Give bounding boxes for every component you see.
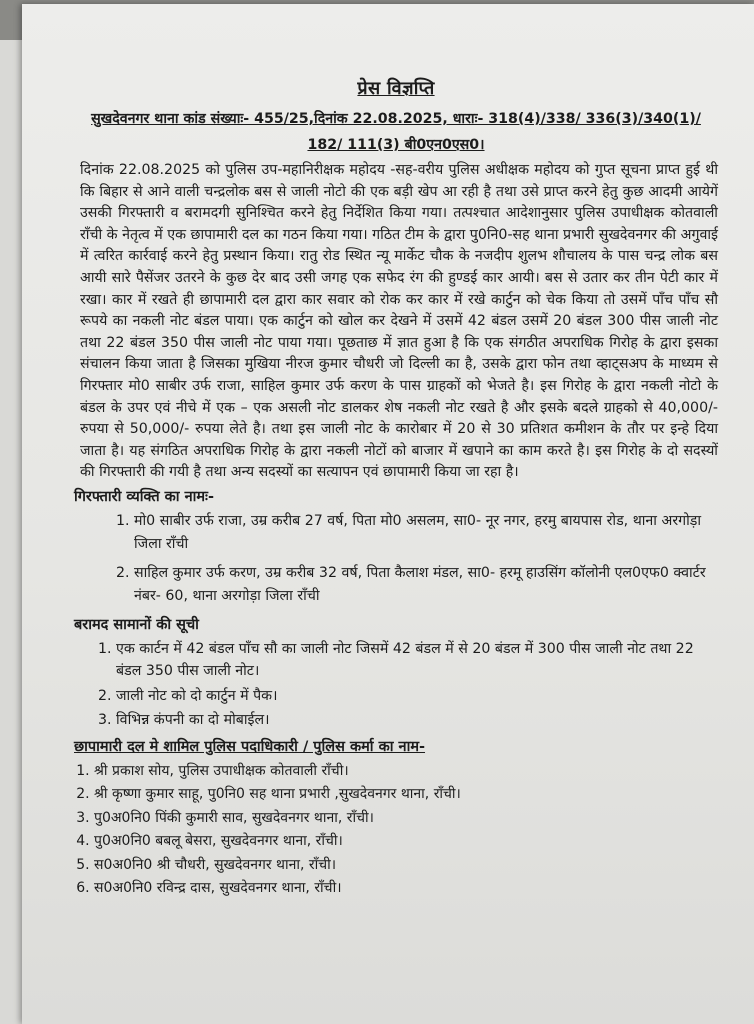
press-release-page <box>22 4 754 1024</box>
document-title: प्रेस विज्ञप्ति <box>357 78 435 99</box>
team-heading: छापामारी दल मे शामिल पुलिस पदाधिकारी / पुलिस कर्मा का नाम- <box>74 738 426 755</box>
team-member: 3. पु0अ0नि0 पिंकी कुमारी साव, सुखदेवनगर थाना, राँची। <box>94 807 718 830</box>
arrested-heading: गिरफ्तारी व्यक्ति का नामः- <box>74 488 214 505</box>
seized-items-list <box>74 638 718 732</box>
team-member: 5. स0अ0नि0 श्री चौधरी, सुखदेवनगर थाना, राँची। <box>94 854 718 877</box>
arrested-person: 1. मो0 साबीर उर्फ राजा, उम्र करीब 27 वर्ष, पिता मो0 असलम, सा0- नूर नगर, हरमु बायपास रोड, थाना अरगोड़ा जिला राँची <box>134 510 718 556</box>
seized-item: 2. जाली नोट को दो कार्टुन में पैक। <box>116 685 718 708</box>
seized-item: 3. विभिन्न कंपनी का दो मोबाईल। <box>116 709 718 732</box>
arrested-list <box>74 510 718 608</box>
team-member: 4. पु0अ0नि0 बबलू बेसरा, सुखदेवनगर थाना, राँची। <box>94 830 718 853</box>
team-member: 6. स0अ0नि0 रविन्द्र दास, सुखदेवनगर थाना, राँची। <box>94 877 718 900</box>
release-body: दिनांक 22.08.2025 को पुलिस उप-महानिरीक्षक महोदय -सह-वरीय पुलिस अधीक्षक महोदय को गुप्त सूचना प्राप्त हुई थी कि बिहार से आने वाली चन्द्रलोक बस से जाली नोटो की एक बड़ी खेप आ रही है तथा उसे प्राप्त करने हेतु कुछ आदमी आयेगें उसकी गिरफ्तारी व बरामदगी सुनिश्चित करने हेतु निर्देशित किया गया। तत्पश्चात आदेशानुसार पुलिस उपाधीक्षक कोतवाली राँची के नेतृत्व में एक छापामारी दल का गठन किया गया। गठित टीम के द्वारा पु0नि0-सह थाना प्रभारी सुखदेवनगर की अगुवाई में त्वरित कार्रवाई करने हेतु प्रस्थान किया। रातु रोड स्थित न्यू मार्केट चौक के नजदीप शुलभ शौचालय के पास चन्द्र लोक बस आयी सारे पैसेंजर उतरने के कुछ देर बाद उसी जगह एक सफेद रंग की हुण्डई कार आयी। बस से उतार कर तीन पेटी कार में रखा। कार में रखते ही छापामारी दल द्वारा कार सवार को रोक कर कार में रखे कार्टुन को चेक किया तो उसमें पाँच पाँच सौ रूपये का नकली नोट बंडल पाया। एक कार्टुन को खोल कर देखने में उसमें 42 बंडल उसमें 20 बंडल 300 पीस जाली नोट तथा 22 बंडल 350 पीस जाली नोट पाया गया। पूछताछ में ज्ञात हुआ है कि एक संगठीत अपराधिक गिरोह के द्वारा इसका संचालन किया जाता है जिसका मुखिया नीरज कुमार चौधरी जो दिल्ली का है, उसके द्वारा फोन तथा व्हाट्सअप के माध्यम से गिरफ्तार मो0 साबीर उर्फ राजा, साहिल कुमार उर्फ करण के पास ग्राहकों को भेजते है। इस गिरोह के द्वारा नकली नोटो के बंडल के उपर एवं नीचे में एक – एक असली नोट डालकर शेष नकली नोट रखते है और इसके बदले ग्राहको से 40,000/- रुपया से 50,000/- रुपया लेते है। तथा इस जाली नोट के कारोबार में 20 से 30 प्रतिशत कमीशन के तौर पर इन्हे दिया जाता है। यह संगठित अपराधिक गिरोह के द्वारा नकली नोटों को बाजार में खपाने का काम करते है। इस गिरोह के दो सदस्यों की गिरफ्तारी की गयी है तथा अन्य सदस्यों का सत्यापन एवं छापामारी किया जा रहा है। <box>80 162 718 481</box>
team-list <box>74 760 718 900</box>
seized-item: 1. एक कार्टन में 42 बंडल पाँच सौ का जाली नोट जिसमें 42 बंडल में से 20 बंडल में 300 पीस जाली नोट तथा 22 बंडल 350 पीस जाली नोट। <box>116 638 718 683</box>
seized-items-heading: बरामद सामानों की सूची <box>74 616 199 633</box>
arrested-person: 2. साहिल कुमार उर्फ करण, उम्र करीब 32 वर्ष, पिता कैलाश मंडल, सा0- हरमू हाउसिंग कॉलोनी एल0एफ0 क्वार्टर नंबर- 60, थाना अरगोड़ा जिला राँची <box>134 562 718 608</box>
team-member: 2. श्री कृष्णा कुमार साहू, पु0नि0 सह थाना प्रभारी ,सुखदेवनगर थाना, राँची। <box>94 783 718 806</box>
team-member: 1. श्री प्रकाश सोय, पुलिस उपाधीक्षक कोतवाली राँची। <box>94 760 718 783</box>
case-reference-line-2: 182/ 111(3) बी0एन0एस0। <box>307 137 485 153</box>
case-reference-line-1: सुखदेवनगर थाना कांड संख्याः- 455/25,दिनांक 22.08.2025, धाराः- 318(4)/338/ 336(3)/340(1)/ <box>91 111 701 127</box>
